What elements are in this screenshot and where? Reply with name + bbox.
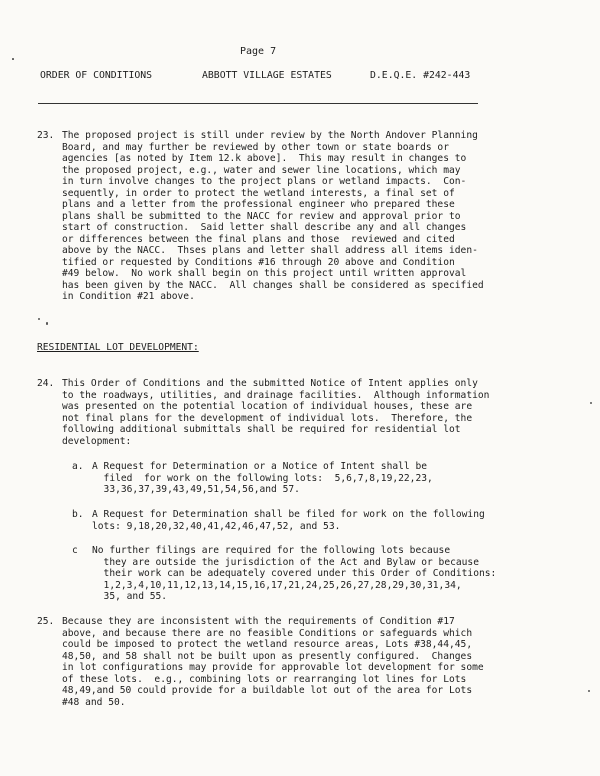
- paragraph-line: agencies [as noted by Item 12.k above]. This may result in changes to: [62, 153, 467, 164]
- subitem-line: filed for work on the following lots: 5,6,7,8,19,22,23,: [92, 472, 433, 484]
- paragraph-line: start of construction. Said letter shall describe any and all changes: [62, 222, 467, 233]
- subitem-b-letter: b.: [72, 509, 84, 520]
- paragraph-line: Board, and may further be reviewed by other town or state boards or: [62, 141, 449, 153]
- item-25-number: 25.: [37, 616, 55, 627]
- paragraph-line: This Order of Conditions and the submitted Notice of Intent applies only: [62, 378, 478, 389]
- paragraph-line: development:: [62, 435, 132, 447]
- subitem-line: 35, and 55.: [92, 591, 168, 602]
- scan-speck: [12, 58, 14, 60]
- paragraph-line: not final plans for the development of individual lots. Therefore, the: [62, 412, 473, 424]
- paragraph-line: in lot configurations may provide for approvable lot development for some: [62, 662, 484, 673]
- paragraph-line: in Condition #21 above.: [62, 291, 195, 302]
- subitem-line: they are outside the jurisdiction of the Act and Bylaw or because: [92, 556, 479, 568]
- scan-speck: [46, 322, 48, 325]
- paragraph-line: has been given by the NACC. All changes shall be considered as specified: [62, 279, 484, 291]
- paragraph-line: above by the NACC. Thses plans and letter shall address all items iden-: [62, 245, 478, 256]
- paragraph-line: 48,50, and 58 shall not be built upon as presently configured. Changes: [62, 650, 473, 662]
- page-number: Page 7: [240, 46, 277, 57]
- paragraph-line: The proposed project is still under review by the North Andover Planning: [62, 130, 478, 141]
- section-heading: RESIDENTIAL LOT DEVELOPMENT:: [37, 342, 199, 353]
- paragraph-line: was presented on the potential location of individual houses, these are: [62, 401, 473, 412]
- paragraph-line: plans shall be submitted to the NACC for review and approval prior to: [62, 210, 461, 222]
- paragraph-line: in turn involve changes to the project plans or wetland impacts. Con-: [62, 176, 467, 187]
- subitem-a-letter: a.: [72, 461, 84, 472]
- subitem-c-letter: c: [72, 545, 78, 556]
- paragraph-line: above, and because there are no feasible Conditions or safeguards which: [62, 627, 473, 639]
- header-rule: [38, 103, 478, 104]
- paragraph-line: following additional submittals shall be required for residential lot: [62, 424, 461, 435]
- scan-speck: [590, 402, 592, 404]
- subitem-line: their work can be adequately covered under this Order of Conditions:: [92, 568, 497, 579]
- paragraph-line: of these lots. e.g., combining lots or rearranging lot lines for Lots: [62, 673, 467, 685]
- paragraph-line: the proposed project, e.g., water and sewer line locations, which may: [62, 164, 461, 176]
- subitem-line: No further filings are required for the following lots because: [92, 545, 451, 556]
- scan-speck: [588, 690, 590, 692]
- item-24-number: 24.: [37, 378, 55, 389]
- paragraph-line: plans and a letter from the professional engineer who prepared these: [62, 199, 455, 210]
- item-23-number: 23.: [37, 130, 55, 141]
- subitem-line: A Request for Determination or a Notice of Intent shall be: [92, 461, 428, 472]
- paragraph-line: sequently, in order to protect the wetland interests, a final set of: [62, 187, 455, 199]
- paragraph-line: could be imposed to protect the wetland resource areas, Lots #38,44,45,: [62, 639, 473, 650]
- paragraph-line: or differences between the final plans and those reviewed and cited: [62, 233, 455, 245]
- scan-speck: [38, 318, 40, 320]
- paragraph-line: to the roadways, utilities, and drainage facilities. Although information: [62, 389, 490, 401]
- subitem-line: lots: 9,18,20,32,40,41,42,46,47,52, and 53.: [92, 520, 341, 532]
- header-file-number: D.E.Q.E. #242-443: [370, 70, 471, 81]
- header-project-name: ABBOTT VILLAGE ESTATES: [202, 70, 332, 81]
- subitem-line: 33,36,37,39,43,49,51,54,56,and 57.: [92, 484, 300, 495]
- header-order-of-conditions: ORDER OF CONDITIONS: [40, 70, 153, 81]
- subitem-line: 1,2,3,4,10,11,12,13,14,15,16,17,21,24,25,26,27,28,29,30,31,34,: [92, 579, 462, 591]
- paragraph-line: tified or requested by Conditions #16 through 20 above and Condition: [62, 256, 455, 268]
- paragraph-line: 48,49,and 50 could provide for a buildable lot out of the area for Lots: [62, 685, 473, 696]
- paragraph-line: Because they are inconsistent with the requirements of Condition #17: [62, 616, 455, 627]
- paragraph-line: #49 below. No work shall begin on this project until written approval: [62, 268, 467, 279]
- paragraph-line: #48 and 50.: [62, 696, 126, 708]
- subitem-line: A Request for Determination shall be filed for work on the following: [92, 509, 485, 520]
